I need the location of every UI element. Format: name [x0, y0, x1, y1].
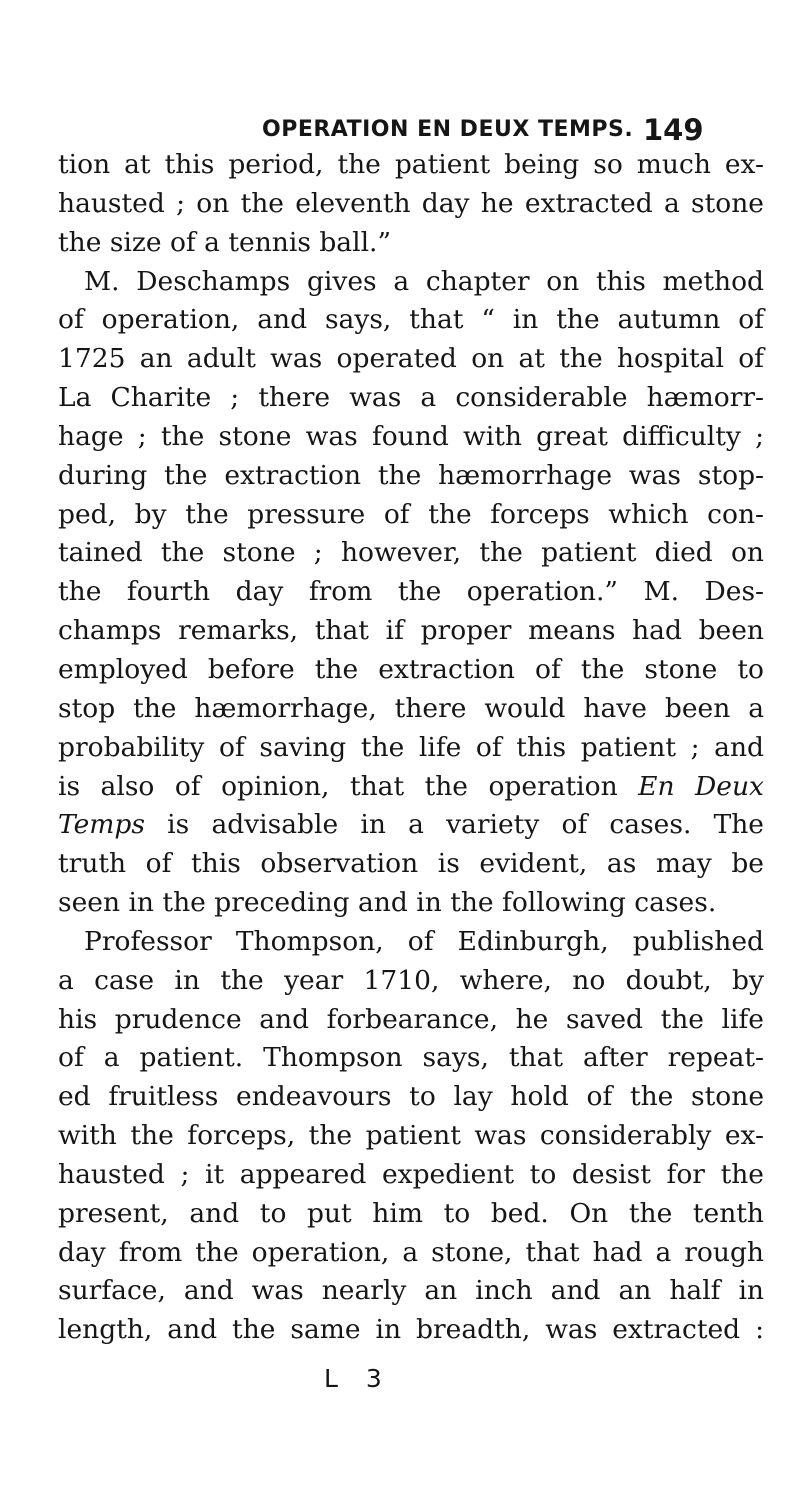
page-number: 149: [643, 113, 704, 147]
running-head: OPERATION EN DEUX TEMPS.: [262, 117, 634, 142]
text-line: truth of this observation is evident, as may be: [58, 848, 764, 880]
body-text: [58, 146, 764, 1350]
text-line: the fourth day from the operation.” M. Des-: [58, 576, 764, 608]
italic-phrase: Temps: [58, 809, 145, 841]
text-line: stop the hæmorrhage, there would have been a: [58, 692, 764, 724]
text-line: present, and to put him to bed. On the tenth: [58, 1197, 764, 1229]
text-line: of operation, and says, that “ in the autumn of: [58, 304, 764, 336]
text-line: hausted ; it appeared expedient to desist for the: [58, 1158, 764, 1190]
text-line: the size of a tennis ball.”: [58, 226, 392, 258]
text-line: hage ; the stone was found with great difficulty ;: [58, 420, 764, 452]
italic-phrase: En Deux: [638, 770, 765, 802]
text-line: length, and the same in breadth, was extracted :: [58, 1314, 764, 1346]
text-line: Professor Thompson, of Edinburgh, published: [84, 925, 764, 957]
text-line: with the forceps, the patient was considerably ex-: [58, 1120, 764, 1152]
text-line: a case in the year 1710, where, no doubt, by: [58, 964, 764, 996]
text-line: ped, by the pressure of the forceps which con-: [58, 498, 764, 530]
text-line: surface, and was nearly an inch and an half in: [58, 1275, 764, 1307]
text-line: of a patient. Thompson says, that after repeat-: [58, 1042, 764, 1074]
text-line: hausted ; on the eleventh day he extracted a stone: [58, 187, 764, 219]
text-line: [58, 806, 764, 845]
signature-mark: L 3: [324, 1364, 392, 1393]
text-line: tained the stone ; however, the patient died on: [58, 537, 764, 569]
text-line: champs remarks, that if proper means had been: [58, 615, 764, 647]
text-line: tion at this period, the patient being so much ex-: [58, 149, 764, 180]
text-segment: is advisable in a variety of cases. The: [145, 809, 764, 841]
text-segment: is also of opinion, that the operation: [58, 770, 639, 802]
text-line: probability of saving the life of this patient ; and: [58, 731, 764, 763]
text-line: 1725 an adult was operated on at the hospital of: [58, 343, 764, 375]
text-line: La Charite ; there was a considerable hæmorr-: [58, 382, 764, 414]
text-line: employed before the extraction of the stone to: [58, 653, 764, 685]
text-line: ed fruitless endeavours to lay hold of the stone: [58, 1081, 764, 1113]
text-line: during the extraction the hæmorrhage was stop-: [58, 459, 764, 491]
text-line: his prudence and forbearance, he saved the life: [58, 1003, 764, 1035]
text-line: M. Deschamps gives a chapter on this method: [84, 265, 764, 297]
text-line: seen in the preceding and in the following cases.: [58, 887, 717, 919]
text-line: [58, 768, 764, 807]
text-line: day from the operation, a stone, that had a rough: [58, 1236, 764, 1268]
